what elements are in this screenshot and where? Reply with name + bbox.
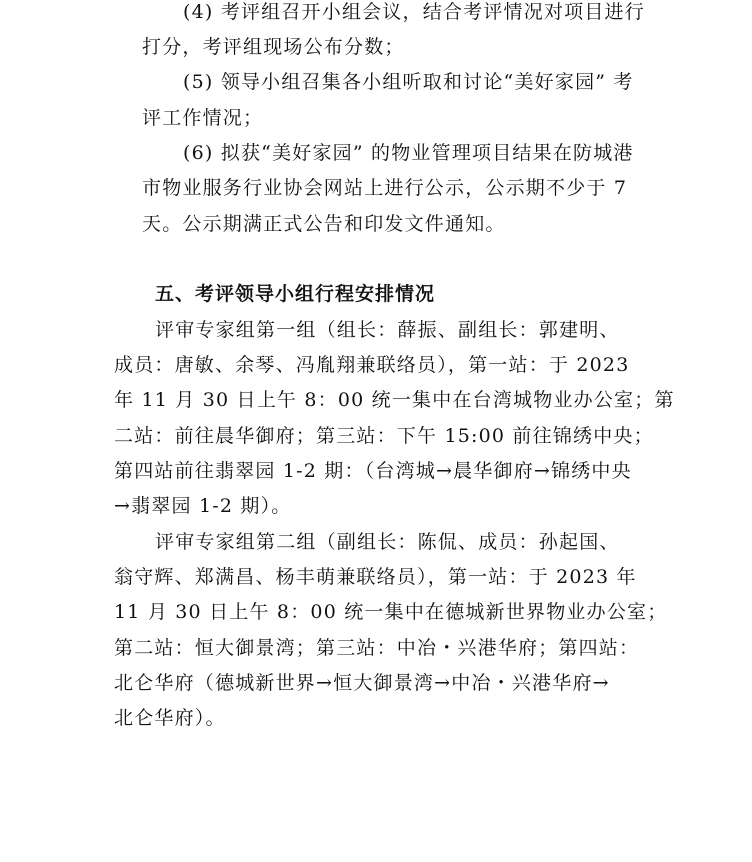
group-2-line: 北仑华府（德城新世界→恒大御景湾→中冶・兴港华府→ [114,672,610,694]
item-4-line-2: 打分，考评组现场公布分数； [142,36,405,58]
section-5-heading: 五、考评领导小组行程安排情况 [155,283,436,305]
item-6-line-2: 市物业服务行业协会网站上进行公示，公示期不少于 7 [142,177,628,199]
group-2-line: 11 月 30 日上午 8：00 统一集中在德城新世界物业办公室； [114,601,668,623]
item-6-line-3: 天。公示期满正式公告和印发文件通知。 [142,213,506,235]
group-1-line: →翡翠园 1-2 期）。 [114,495,292,517]
item-5-line-2: 评工作情况； [142,107,264,129]
group-2-line: 北仑华府）。 [114,707,226,729]
group-1-line: 第四站前往翡翠园 1-2 期：（台湾城→晨华御府→锦绣中央 [114,460,632,482]
item-5-line-1: (5) 领导小组召集各小组听取和讨论“美好家园” 考 [183,71,634,93]
group-1-line: 二站：前往晨华御府；第三站：下午 15:00 前往锦绣中央； [114,425,654,447]
group-2-line: 评审专家组第二组（副组长：陈侃、成员：孙起国、 [155,531,620,553]
item-6-line-1: (6) 拟获“美好家园” 的物业管理项目结果在防城港 [183,142,634,164]
item-4-line-1: (4) 考评组召开小组会议，结合考评情况对项目进行 [183,1,645,23]
group-2-line: 翁守辉、郑满昌、杨丰萌兼联络员），第一站：于 2023 年 [114,566,637,588]
group-1-line: 评审专家组第一组（组长：薛振、副组长：郭建明、 [155,319,620,341]
group-2-line: 第二站：恒大御景湾；第三站：中冶・兴港华府；第四站： [114,637,640,659]
group-1-line: 成员：唐敏、余琴、冯胤翔兼联络员），第一站：于 2023 [114,354,630,376]
group-1-line: 年 11 月 30 日上午 8：00 统一集中在台湾城物业办公室；第 [114,389,675,411]
